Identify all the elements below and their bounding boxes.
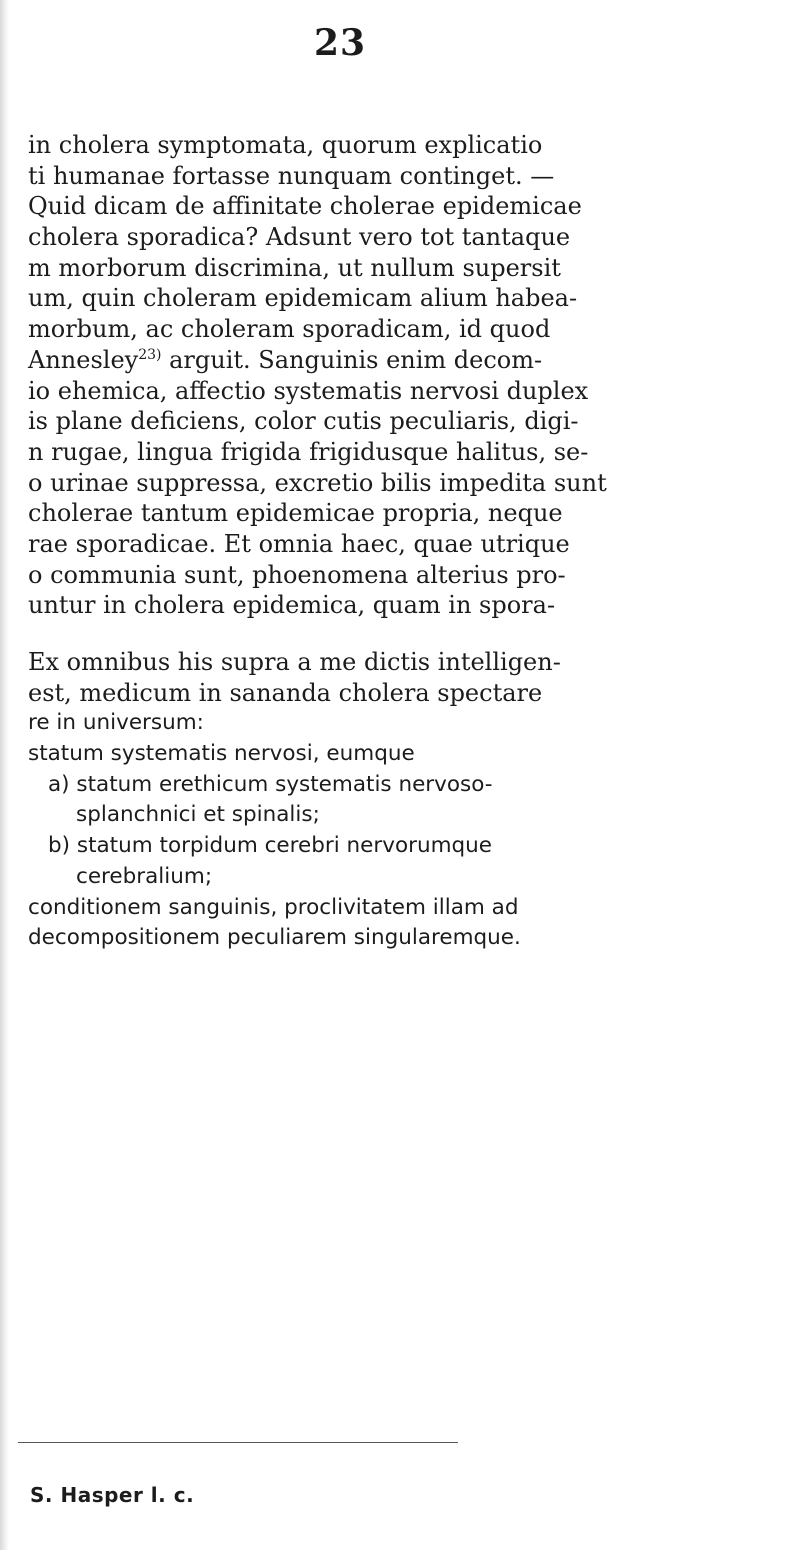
body-text bbox=[28, 130, 788, 954]
text-line: rae sporadicae. Et omnia haec, quae utrique bbox=[28, 529, 570, 558]
annesley-line-rest: arguit. Sanguinis enim decom- bbox=[161, 345, 543, 374]
footnote-reference: 23) bbox=[138, 346, 162, 363]
text-line: is plane deficiens, color cutis peculiaris, digi- bbox=[28, 407, 579, 436]
list-item: conditionem sanguinis, proclivitatem illam ad bbox=[28, 894, 519, 920]
binding-gutter bbox=[0, 0, 9, 1550]
list-subitem: a) statum erethicum systematis nervoso- bbox=[48, 771, 493, 797]
text-line: cholera sporadica? Adsunt vero tot tantaque bbox=[28, 223, 571, 252]
text-line: Quid dicam de affinitate cholerae epidemicae bbox=[28, 192, 582, 221]
annesley-name: Annesley bbox=[28, 345, 139, 374]
footnote-divider bbox=[18, 1442, 458, 1443]
text-line: n rugae, lingua frigida frigidusque halitus, se- bbox=[28, 437, 589, 466]
list-subitem-continuation: cerebralium; bbox=[76, 863, 213, 889]
list-item: statum systematis nervosi, eumque bbox=[28, 741, 415, 767]
text-line: o urinae suppressa, excretio bilis impedita sunt bbox=[28, 468, 607, 497]
text-line: um, quin choleram epidemicam alium habea- bbox=[28, 284, 578, 313]
text-line: untur in cholera epidemica, quam in spora- bbox=[28, 591, 556, 620]
text-line: ti humanae fortasse nunquam continget. — bbox=[28, 161, 555, 190]
text-line: est, medicum in sananda cholera spectare bbox=[28, 678, 543, 707]
text-line: o communia sunt, phoenomena alterius pro- bbox=[28, 560, 566, 589]
text-line-annesley bbox=[28, 345, 788, 376]
text-line: m morborum discrimina, ut nullum supersit bbox=[28, 253, 561, 282]
text-line: morbum, ac choleram sporadicam, id quod bbox=[28, 315, 551, 344]
list-subitem: b) statum torpidum cerebri nervorumque bbox=[48, 833, 493, 859]
page-number: 23 bbox=[313, 22, 367, 64]
text-line: io ehemica, affectio systematis nervosi duplex bbox=[28, 376, 589, 405]
list-subitem-continuation: splanchnici et spinalis; bbox=[76, 802, 320, 828]
footnote: S. Hasper l. c. bbox=[30, 1483, 195, 1507]
text-line: Ex omnibus his supra a me dictis intelligen- bbox=[28, 648, 561, 676]
list-item-continuation: decompositionem peculiarem singularemque. bbox=[28, 925, 521, 951]
text-line: in cholera symptomata, quorum explicatio bbox=[28, 131, 543, 159]
text-line: re in universum: bbox=[28, 710, 204, 736]
text-line: cholerae tantum epidemicae propria, neque bbox=[28, 499, 563, 528]
